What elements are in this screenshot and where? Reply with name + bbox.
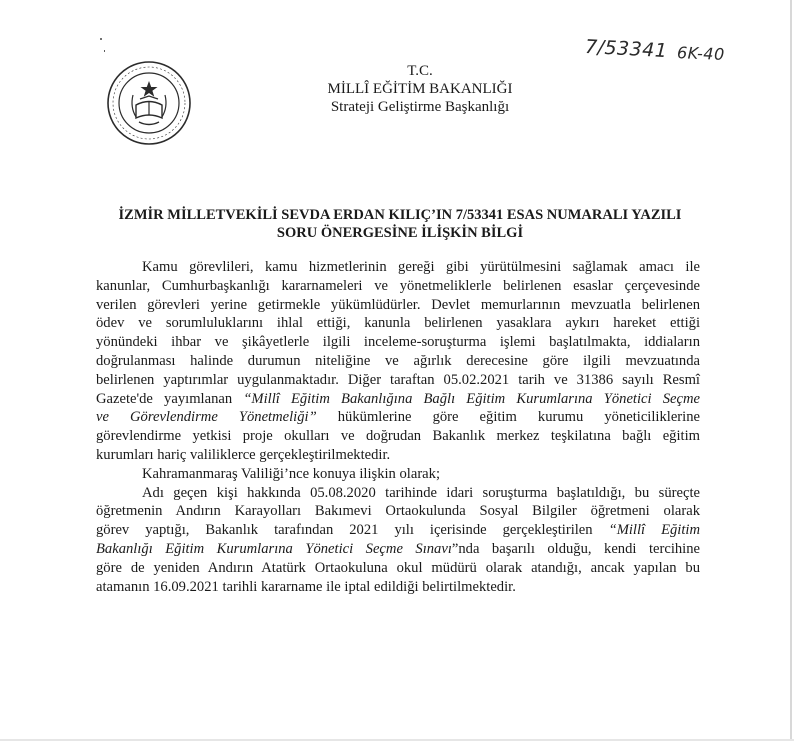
body-text: ”nda başarılı olduğu, kendi tercihine [451,540,700,557]
body-line: kanunlar, Cumhurbaşkanlığı kararnameleri ve yönetmeliklerle belirlenen esaslar çerçevesinde [96,277,700,294]
body-line [96,408,700,427]
title-line-1: İZMİR MİLLETVEKİLİ SEVDA ERDAN KILIÇ’IN 7/53341 ESAS NUMARALI YAZILI [118,207,682,223]
scan-edge-right [790,0,792,741]
regulation-name: “Millî Eğitim Bakanlığına Bağlı Eğitim Kurumlarına Yönetici Seçme [243,390,700,407]
body-line: Adı geçen kişi hakkında 05.08.2020 tarihinde idari soruşturma başlatıldığı, bu süreçte [142,484,700,501]
body-line: öğretmenin Andırın Karayolları Bakımevi Ortaokulunda Sosyal Bilgiler öğretmeni olarak [96,503,700,520]
exam-name: Bakanlığı Eğitim Kurumlarına Yönetici Seçme Sınavı [96,540,452,557]
body-line: Kamu görevlileri, kamu hizmetlerinin gereği gibi yürütülmesini sağlamak amacı ile [142,259,700,275]
body-line [96,390,700,409]
letterhead [240,62,600,116]
regulation-name: ve Görevlendirme Yönetmeliği” [96,409,317,426]
body-line: görevlendirme yetkisi proje okulları ve doğrudan Bakanlık merkez teşkilatına bağlı eğitim [96,428,700,445]
exam-name: “Millî Eğitim [608,522,701,539]
header-ministry: MİLLÎ EĞİTİM BAKANLIĞI [327,81,513,97]
body-text: görev yaptığı, Bakanlık tarafından 2021 yılı içerisinde gerçekleştirilen [96,522,609,539]
body-line [96,521,700,540]
body-line: belirlenen yaptırımlar uygulanmaktadır. Diğer taraftan 05.02.2021 tarih ve 31386 sayılı Resmî [96,371,700,388]
body-line: yönündeki ihbar ve şikâyetlerle ilgili inceleme-soruşturma işlemi başlatılmakta, iddiaların [96,334,700,351]
title-line-2: SORU ÖNERGESİNE İLİŞKİN BİLGİ [276,225,524,241]
handwritten-number: 7/53341 [584,35,668,63]
header-department: Strateji Geliştirme Başkanlığı [330,99,510,115]
header-tc: T.C. [407,63,433,79]
body-line: verilen görevleri yerine getirmekle yükümlüdürler. Devlet memurlarının mevzuatla belirlenen [96,296,700,313]
document-title [90,206,710,242]
body-line [96,540,700,559]
scan-speck [100,38,102,40]
ministry-seal-icon [106,60,192,146]
body-line: kurumları hariç valiliklerce gerçekleştirilmektedir. [96,446,391,463]
body-line: doğrulanması halinde durumun niteliğine ve ağırlık derecesine göre ilgili mevzuatında [96,352,700,369]
body-line: göre de yeniden Andırın Atatürk Ortaokuluna okul müdürü olarak atandığı, ancak yapılan bu [96,559,700,576]
scan-speck [104,50,105,52]
handwritten-code: 6K-40 [676,43,726,64]
body-line: ödev ve sorumluluklarını ihlal ettiği, kanunla belirlenen yasaklara aykırı hareket ettiği [96,315,700,332]
body-text: hükümlerine göre eğitim kurumu yöneticiliklerine [316,409,700,426]
body-text: Gazete'de yayımlanan [96,390,244,407]
body-line: Kahramanmaraş Valiliği’nce konuya ilişkin olarak; [142,465,441,482]
document-body [96,258,700,596]
body-line: atamanın 16.09.2021 tarihli kararname ile iptal edildiği belirtilmektedir. [96,578,516,595]
